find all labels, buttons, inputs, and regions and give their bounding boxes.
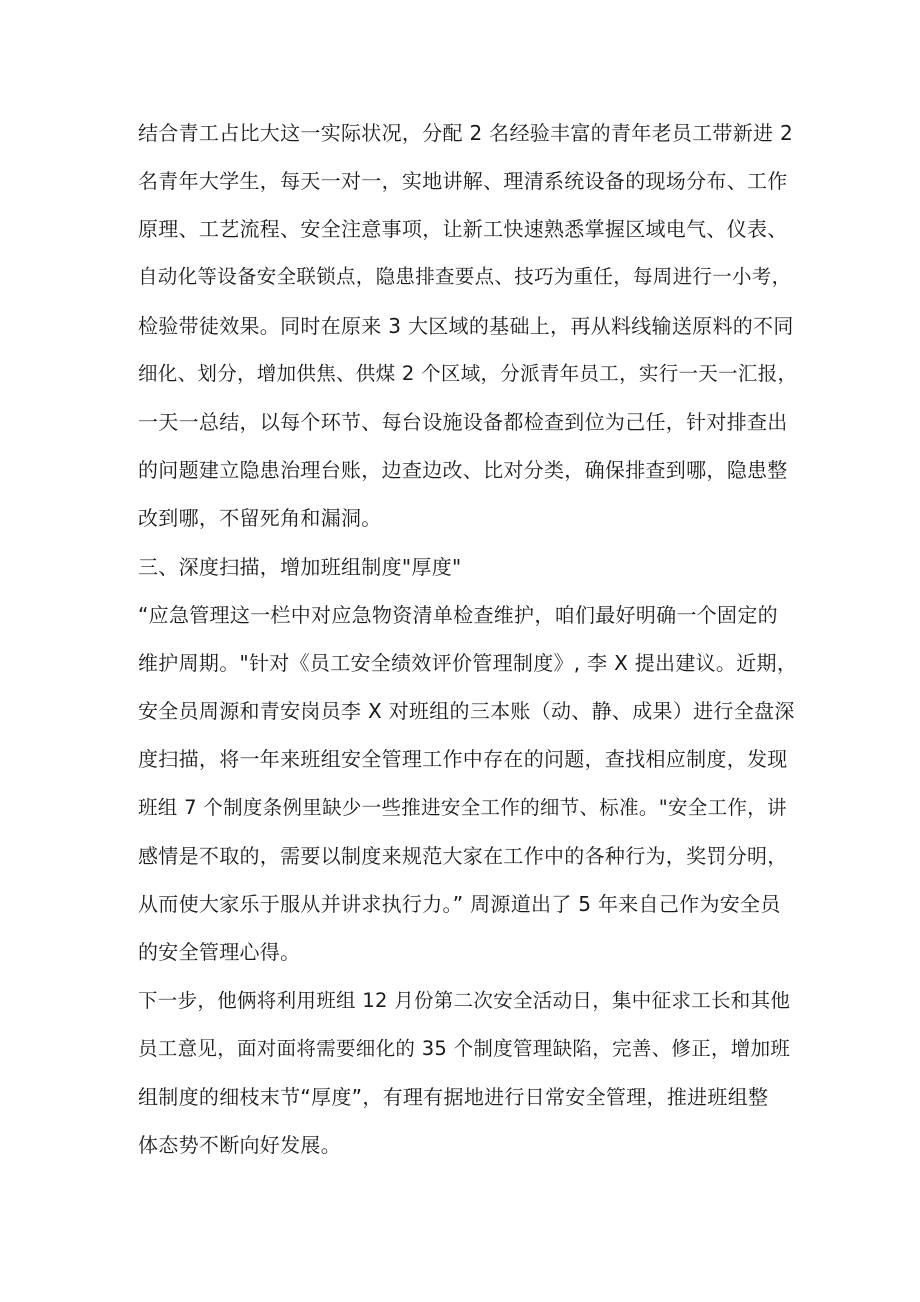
paragraph-line: 体态势不断向好发展。 <box>138 1133 341 1157</box>
paragraph-line: 检验带徒效果。同时在原来 3 大区域的基础上，再从料线输送原料的不同 <box>138 314 794 338</box>
paragraph-line: “应急管理这一栏中对应急物资清单检查维护，咱们最好明确一个固定的 <box>138 603 778 627</box>
section-heading: 三、深度扫描，增加班组制度"厚度" <box>138 555 462 579</box>
paragraph-line: 的问题建立隐患治理台账，边查边改、比对分类，确保排查到哪，隐患整 <box>138 458 788 482</box>
paragraph-line: 维护周期。"针对《员工安全绩效评价管理制度》, 李 X 提出建议。近期， <box>138 651 798 675</box>
paragraph-line: 结合青工占比大这一实际状况，分配 2 名经验丰富的青年老员工带新进 2 <box>138 121 794 145</box>
paragraph-line: 一天一总结，以每个环节、每台设施设备都检查到位为己任，针对排查出 <box>138 410 788 434</box>
paragraph-line: 改到哪，不留死角和漏洞。 <box>138 506 382 530</box>
paragraph-line: 从而使大家乐于服从并讲求执行力。” 周源道出了 5 年来自己作为安全员 <box>138 892 781 916</box>
paragraph-line: 安全员周源和青安岗员李 X 对班组的三本账（动、静、成果）进行全盘深 <box>138 699 795 723</box>
paragraph-line: 下一步，他俩将利用班组 12 月份第二次安全活动日，集中征求工长和其他 <box>138 989 791 1012</box>
paragraph-line: 度扫描，将一年来班组安全管理工作中存在的问题，查找相应制度，发现 <box>138 747 788 771</box>
paragraph-line: 员工意见，面对面将需要细化的 35 个制度管理缺陷，完善、修正，增加班 <box>138 1037 791 1060</box>
paragraph-line: 感情是不取的，需要以制度来规范大家在工作中的各种行为，奖罚分明， <box>138 844 788 868</box>
paragraph-line: 的安全管理心得。 <box>138 940 301 964</box>
paragraph-line: 班组 7 个制度条例里缺少一些推进安全工作的细节、标准。"安全工作，讲 <box>138 796 787 819</box>
paragraph-line: 组制度的细枝末节“厚度”，有理有据地进行日常安全管理，推进班组整 <box>138 1085 769 1109</box>
paragraph-line: 细化、划分，增加供焦、供煤 2 个区域，分派青年员工，实行一天一汇报， <box>138 362 798 385</box>
paragraph-line: 名青年大学生，每天一对一，实地讲解、理清系统设备的现场分布、工作 <box>138 169 788 193</box>
paragraph-line: 原理、工艺流程、安全注意事项，让新工快速熟悉掌握区域电气、仪表、 <box>138 217 788 241</box>
paragraph-line: 自动化等设备安全联锁点，隐患排查要点、技巧为重任，每周进行一小考， <box>138 265 792 288</box>
